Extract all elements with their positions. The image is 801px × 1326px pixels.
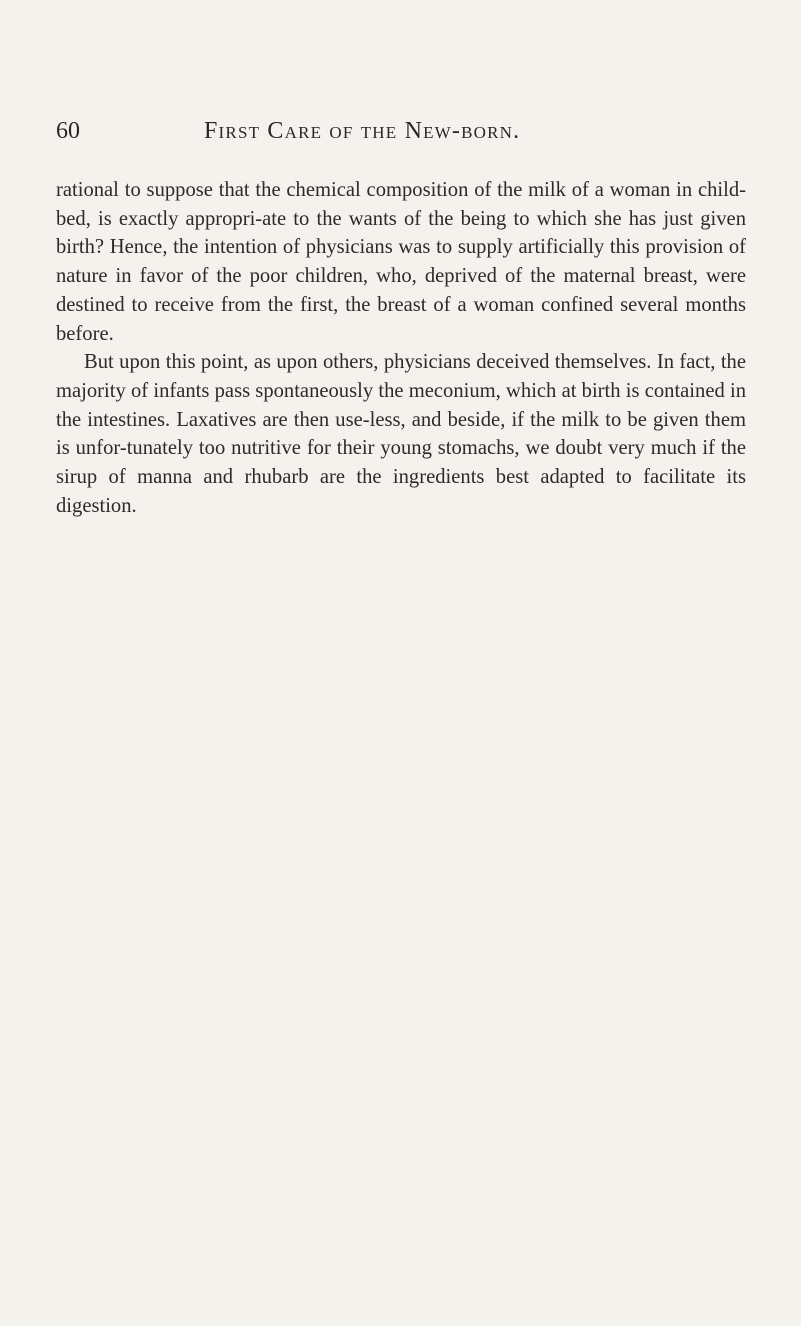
body-text	[56, 176, 746, 520]
paragraph-continued: rational to suppose that the chemical composition of the milk of a woman in child-bed, is exactly appropri-ate to the wants of the being to which she has just given birth? Hence, the intention of physicians was to supply artificially this provision of nature in favor of the poor children, who, deprived of the maternal breast, were destined to receive from the first, the breast of a woman confined several months before.	[56, 179, 746, 345]
paragraph: But upon this point, as upon others, physicians deceived themselves. In fact, the majority of infants pass spontaneously the meconium, which at birth is contained in the intestines. Laxatives are then use-less, and beside, if the milk to be given them is unfor-tunately too nutritive for their young stomachs, we doubt very much if the sirup of manna and rhubarb are the ingredients best adapted to facilitate its digestion.	[56, 351, 746, 517]
running-head	[56, 118, 756, 152]
page-number: 60	[56, 118, 80, 144]
running-title: First Care of the New-born.	[204, 118, 521, 144]
